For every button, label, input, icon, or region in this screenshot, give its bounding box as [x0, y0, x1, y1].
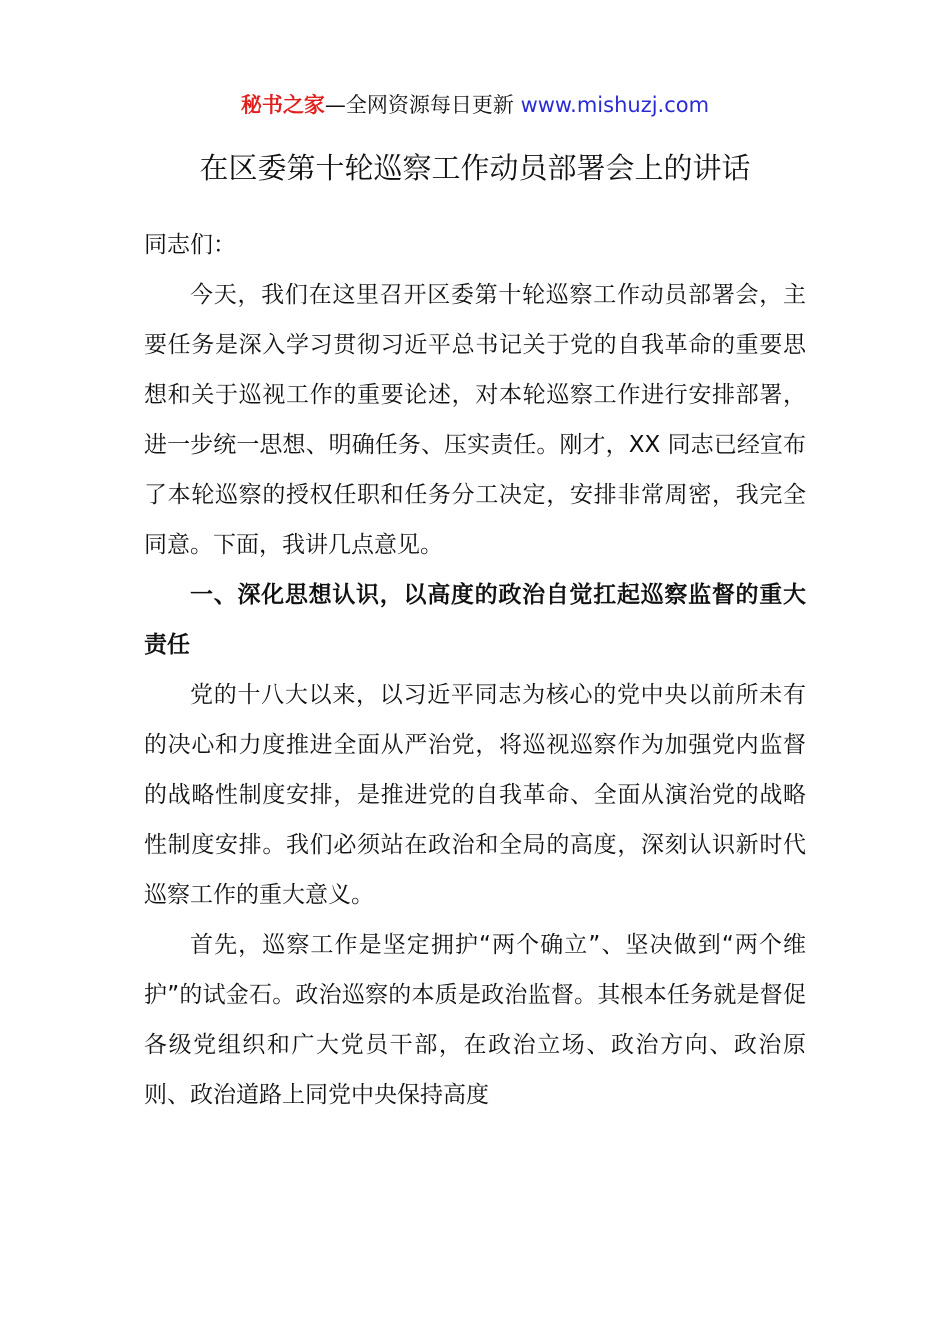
paragraph-first-point: 首先，巡察工作是坚定拥护“两个确立”、坚决做到“两个维护”的试金石。政治巡察的本质是政治监督。其根本任务就是督促各级党组织和广大党员干部，在政治立场、政治方向、政治原则、政治道路上同党中央保持高度 [144, 932, 806, 1108]
document-body [144, 220, 806, 1120]
site-header [0, 88, 950, 122]
paragraph-background: 党的十八大以来，以习近平同志为核心的党中央以前所未有的决心和力度推进全面从严治党，将巡视巡察作为加强党内监督的战略性制度安排，是推进党的自我革命、全面从演治党的战略性制度安排。我们必须站在政治和全局的高度，深刻认识新时代巡察工作的重大意义。 [144, 682, 806, 908]
salutation: 同志们： [144, 232, 236, 258]
brand-name: 秘书之家 [240, 93, 325, 117]
section-heading-1: 一、深化思想认识，以高度的政治自觉扛起巡察监督的重大责任 [144, 582, 806, 658]
site-tagline: —全网资源每日更新 [324, 93, 514, 117]
document-title: 在区委第十轮巡察工作动员部署会上的讲话 [199, 151, 751, 185]
site-url-link[interactable]: www.mishuzj.com [520, 93, 710, 117]
paragraph-intro: 今天，我们在这里召开区委第十轮巡察工作动员部署会，主要任务是深入学习贯彻习近平总书记关于党的自我革命的重要思想和关于巡视工作的重要论述，对本轮巡察工作进行安排部署，进一步统一思想、明确任务、压实责任。刚才，XX 同志已经宣布了本轮巡察的授权任职和任务分工决定，安排非常周密，我完全同意。下面，我讲几点意见。 [144, 282, 806, 558]
